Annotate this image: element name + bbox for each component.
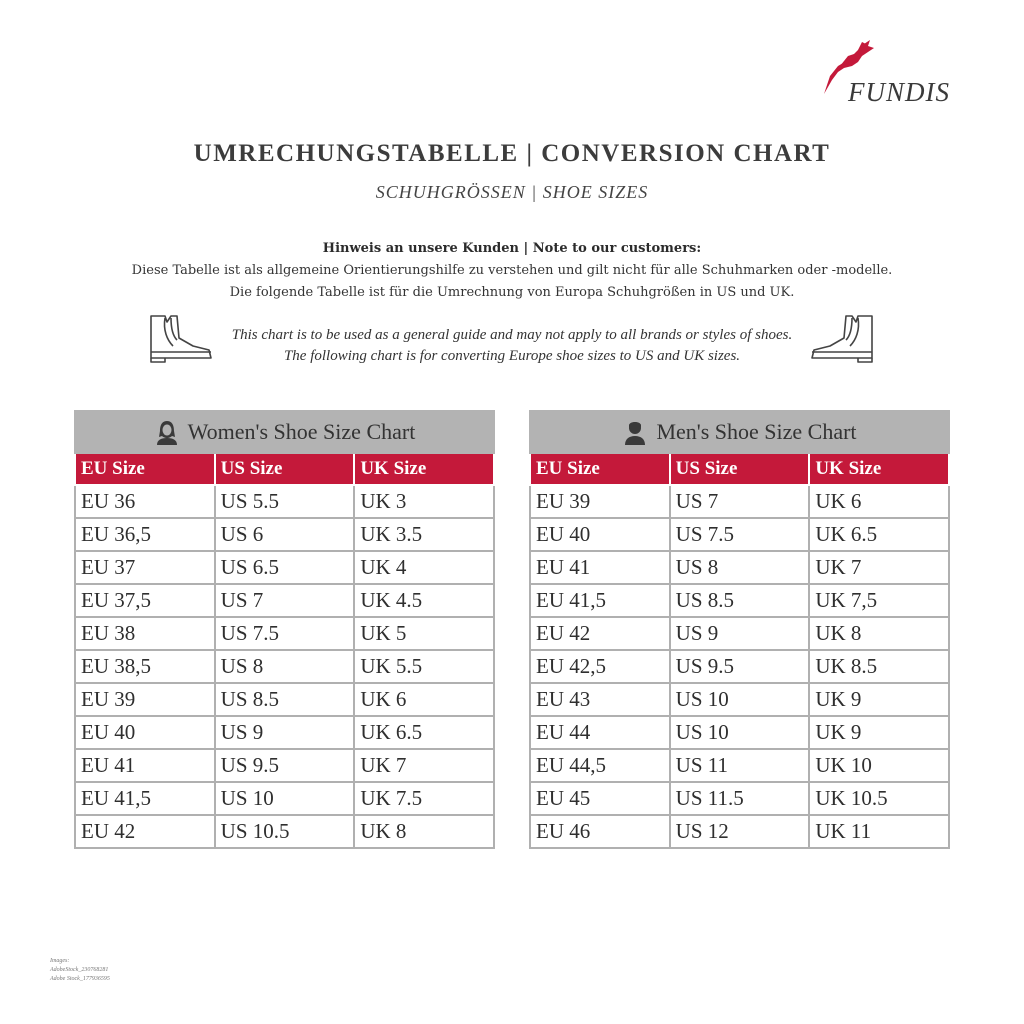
table-row: [75, 650, 494, 683]
table-cell: US 7.5: [215, 617, 355, 650]
table-cell: US 10: [670, 716, 810, 749]
woman-icon: [154, 419, 180, 445]
table-cell: EU 42: [530, 617, 670, 650]
table-cell: US 11: [670, 749, 810, 782]
table-row: [530, 749, 949, 782]
table-row: [75, 749, 494, 782]
table-cell: EU 44: [530, 716, 670, 749]
brand-name: FUNDIS: [848, 77, 950, 107]
page-title: UMRECHUNGSTABELLE | CONVERSION CHART: [193, 140, 831, 167]
table-row: [530, 584, 949, 617]
table-cell: US 9: [215, 716, 355, 749]
mens-size-chart: [529, 410, 950, 849]
table-cell: UK 10: [809, 749, 949, 782]
table-cell: EU 41,5: [530, 584, 670, 617]
table-cell: UK 7.5: [354, 782, 494, 815]
womens-size-table: [74, 454, 495, 849]
table-cell: US 6.5: [215, 551, 355, 584]
table-cell: UK 9: [809, 716, 949, 749]
page-subtitle: SCHUHGRÖSSEN | SHOE SIZES: [375, 182, 649, 202]
table-cell: EU 45: [530, 782, 670, 815]
table-cell: UK 7: [809, 551, 949, 584]
credits-label: Images:: [50, 958, 70, 964]
womens-chart-header: [74, 410, 495, 454]
table-cell: UK 7,5: [809, 584, 949, 617]
womens-chart-title: Women's Shoe Size Chart: [187, 419, 416, 444]
mens-size-table: [529, 454, 950, 849]
table-row: [530, 551, 949, 584]
table-cell: UK 11: [809, 815, 949, 848]
table-cell: EU 36: [75, 485, 215, 518]
table-cell: EU 40: [530, 518, 670, 551]
note-heading: Hinweis an unsere Kunden | Note to our customers:: [322, 241, 702, 256]
table-cell: EU 46: [530, 815, 670, 848]
table-cell: EU 41: [75, 749, 215, 782]
table-cell: US 8.5: [670, 584, 810, 617]
table-cell: US 10: [215, 782, 355, 815]
table-cell: US 9.5: [215, 749, 355, 782]
table-cell: EU 41: [530, 551, 670, 584]
table-cell: UK 6.5: [354, 716, 494, 749]
table-cell: UK 6: [354, 683, 494, 716]
note-german-line-2: Die folgende Tabelle ist für die Umrechnung von Europa Schuhgrößen in US und UK.: [229, 285, 795, 300]
table-cell: US 7: [215, 584, 355, 617]
table-cell: US 8.5: [215, 683, 355, 716]
men-column-header: UK Size: [809, 454, 949, 485]
note-english-line-2: The following chart is for converting Europe shoe sizes to US and UK sizes.: [283, 348, 741, 364]
table-cell: US 11.5: [670, 782, 810, 815]
table-row: [530, 782, 949, 815]
table-cell: EU 40: [75, 716, 215, 749]
table-cell: UK 4.5: [354, 584, 494, 617]
table-row: [530, 716, 949, 749]
table-row: [75, 518, 494, 551]
table-cell: EU 43: [530, 683, 670, 716]
table-cell: UK 5: [354, 617, 494, 650]
man-icon: [622, 419, 648, 445]
table-cell: EU 42: [75, 815, 215, 848]
table-row: [75, 683, 494, 716]
table-cell: EU 37,5: [75, 584, 215, 617]
table-cell: US 10: [670, 683, 810, 716]
table-cell: UK 4: [354, 551, 494, 584]
table-row: [75, 815, 494, 848]
credits-line-1: AdobeStock_230768281: [50, 967, 109, 973]
table-cell: US 10.5: [215, 815, 355, 848]
table-cell: US 8: [670, 551, 810, 584]
table-cell: UK 8: [354, 815, 494, 848]
women-column-header: US Size: [215, 454, 355, 485]
image-credits: [50, 957, 110, 984]
brand-logo: [818, 36, 958, 106]
table-cell: EU 38: [75, 617, 215, 650]
table-cell: UK 3: [354, 485, 494, 518]
table-row: [75, 584, 494, 617]
table-cell: US 8: [215, 650, 355, 683]
table-cell: UK 9: [809, 683, 949, 716]
table-cell: EU 44,5: [530, 749, 670, 782]
men-column-header: US Size: [670, 454, 810, 485]
table-row: [530, 650, 949, 683]
table-cell: US 7: [670, 485, 810, 518]
note-english-line-1: This chart is to be used as a general guide and may not apply to all brands or styles of shoes.: [231, 327, 793, 343]
table-cell: UK 8.5: [809, 650, 949, 683]
table-cell: UK 7: [354, 749, 494, 782]
table-cell: UK 3.5: [354, 518, 494, 551]
table-row: [530, 617, 949, 650]
table-cell: US 7.5: [670, 518, 810, 551]
women-column-header: UK Size: [354, 454, 494, 485]
table-cell: EU 39: [75, 683, 215, 716]
table-cell: EU 42,5: [530, 650, 670, 683]
table-row: [530, 518, 949, 551]
table-row: [530, 815, 949, 848]
table-cell: EU 39: [530, 485, 670, 518]
table-row: [75, 485, 494, 518]
women-column-header: EU Size: [75, 454, 215, 485]
table-cell: EU 37: [75, 551, 215, 584]
womens-size-chart: [74, 410, 495, 849]
men-column-header: EU Size: [530, 454, 670, 485]
table-cell: UK 6: [809, 485, 949, 518]
table-row: [75, 716, 494, 749]
table-cell: US 5.5: [215, 485, 355, 518]
table-cell: EU 41,5: [75, 782, 215, 815]
table-cell: UK 10.5: [809, 782, 949, 815]
credits-line-2: Adobe Stock_177936595: [50, 976, 110, 982]
table-cell: US 6: [215, 518, 355, 551]
table-row: [530, 485, 949, 518]
table-cell: US 12: [670, 815, 810, 848]
mens-chart-header: [529, 410, 950, 454]
table-cell: EU 36,5: [75, 518, 215, 551]
note-german-line-1: Diese Tabelle ist als allgemeine Orientierungshilfe zu verstehen und gilt nicht für alle Schuhmarken oder -modelle.: [131, 263, 893, 278]
table-row: [75, 782, 494, 815]
table-cell: UK 8: [809, 617, 949, 650]
table-cell: UK 5.5: [354, 650, 494, 683]
table-cell: US 9.5: [670, 650, 810, 683]
table-cell: US 9: [670, 617, 810, 650]
table-row: [75, 617, 494, 650]
table-row: [530, 683, 949, 716]
mens-chart-title: Men's Shoe Size Chart: [656, 419, 857, 444]
table-row: [75, 551, 494, 584]
table-cell: EU 38,5: [75, 650, 215, 683]
table-cell: UK 6.5: [809, 518, 949, 551]
